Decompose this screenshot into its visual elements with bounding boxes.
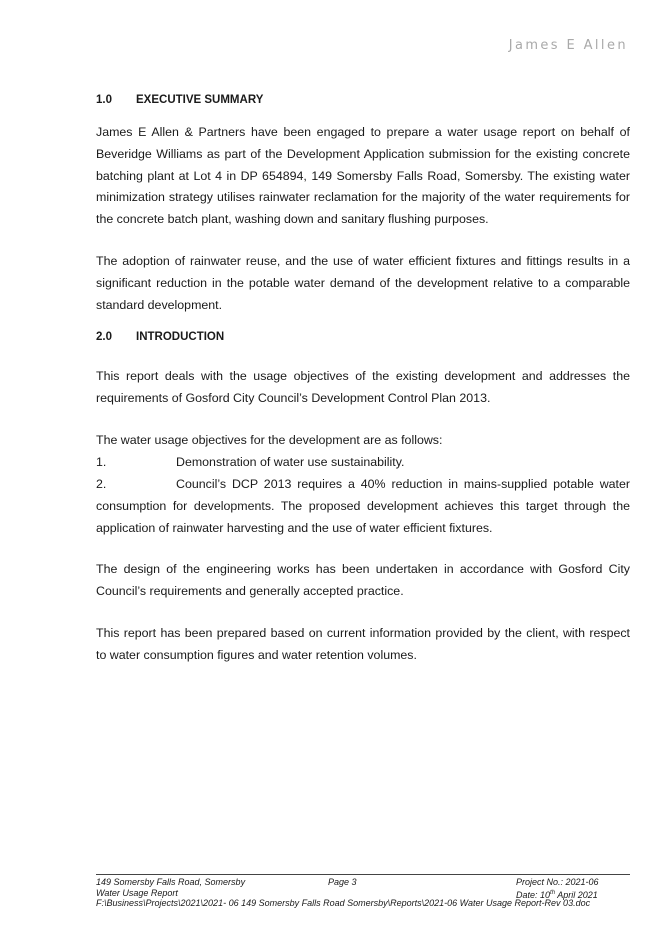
list-item-1 bbox=[96, 452, 630, 474]
exec-summary-paragraph-1: James E Allen & Partners have been engaged to prepare a water usage report on behalf of Beveridge Williams as part of the Development Application submission for the existing concrete batching plant at Lot 4 in DP 654894, 149 Somersby Falls Road, Somersby. The existing water minimization strategy utilises rainwater reclamation for the majority of the water requirements for the concrete batch plant, washing down and sanitary flushing purposes. bbox=[96, 125, 630, 227]
section-number: 2.0 bbox=[96, 331, 112, 343]
footer-page-number: Page 3 bbox=[328, 877, 357, 887]
footer-date-month-year: April 2021 bbox=[555, 889, 598, 900]
intro-paragraph-4: This report has been prepared based on current information provided by the client, with respect to water consumption figures and water retention volumes. bbox=[96, 626, 630, 662]
section-heading-introduction bbox=[96, 331, 224, 343]
footer-date-suffix-sup: th bbox=[550, 889, 556, 896]
list-item-number: 2. bbox=[96, 477, 107, 491]
list-item-number: 1. bbox=[96, 455, 107, 469]
footer-report-title: Water Usage Report bbox=[96, 887, 178, 898]
intro-paragraph-1: This report deals with the usage objectives of the existing development and addresses the requirements of Gosford City Council’s Development Control Plan 2013. bbox=[96, 369, 630, 405]
footer-project-number: Project No.: 2021-06 bbox=[516, 877, 599, 887]
brand-logo-text: James E Allen bbox=[508, 38, 628, 53]
page-footer bbox=[96, 874, 630, 909]
footer-file-path: F:\Business\Projects\2021\2021- 06 149 Somersby Falls Road Somersby\Reports\2021-06 Water Usage Report-Rev 03.doc bbox=[96, 898, 591, 908]
footer-address: 149 Somersby Falls Road, Somersby bbox=[96, 877, 246, 887]
section-number: 1.0 bbox=[96, 94, 112, 106]
section-title: EXECUTIVE SUMMARY bbox=[136, 94, 264, 106]
list-item-text: Demonstration of water use sustainability. bbox=[176, 455, 405, 469]
footer-date-prefix: Date: 10 bbox=[516, 889, 551, 900]
section-heading-executive-summary bbox=[96, 94, 263, 106]
list-item-2-continuation: consumption for developments. The proposed development achieves this target through the application of rainwater harvesting and the use of water efficient fixtures. bbox=[96, 499, 630, 535]
list-item-2 bbox=[96, 474, 630, 496]
section-title: INTRODUCTION bbox=[136, 331, 225, 343]
exec-summary-paragraph-2: The adoption of rainwater reuse, and the use of water efficient fixtures and fittings results in a significant reduction in the potable water demand of the development relative to a comparable standard development. bbox=[96, 254, 630, 312]
intro-paragraph-3: The design of the engineering works has been undertaken in accordance with Gosford City Council’s requirements and generally accepted practice. bbox=[96, 562, 630, 598]
list-item-text: Council’s DCP 2013 requires a 40% reduction in mains-supplied potable water bbox=[176, 477, 630, 491]
intro-paragraph-2: The water usage objectives for the development are as follows: bbox=[96, 433, 443, 447]
